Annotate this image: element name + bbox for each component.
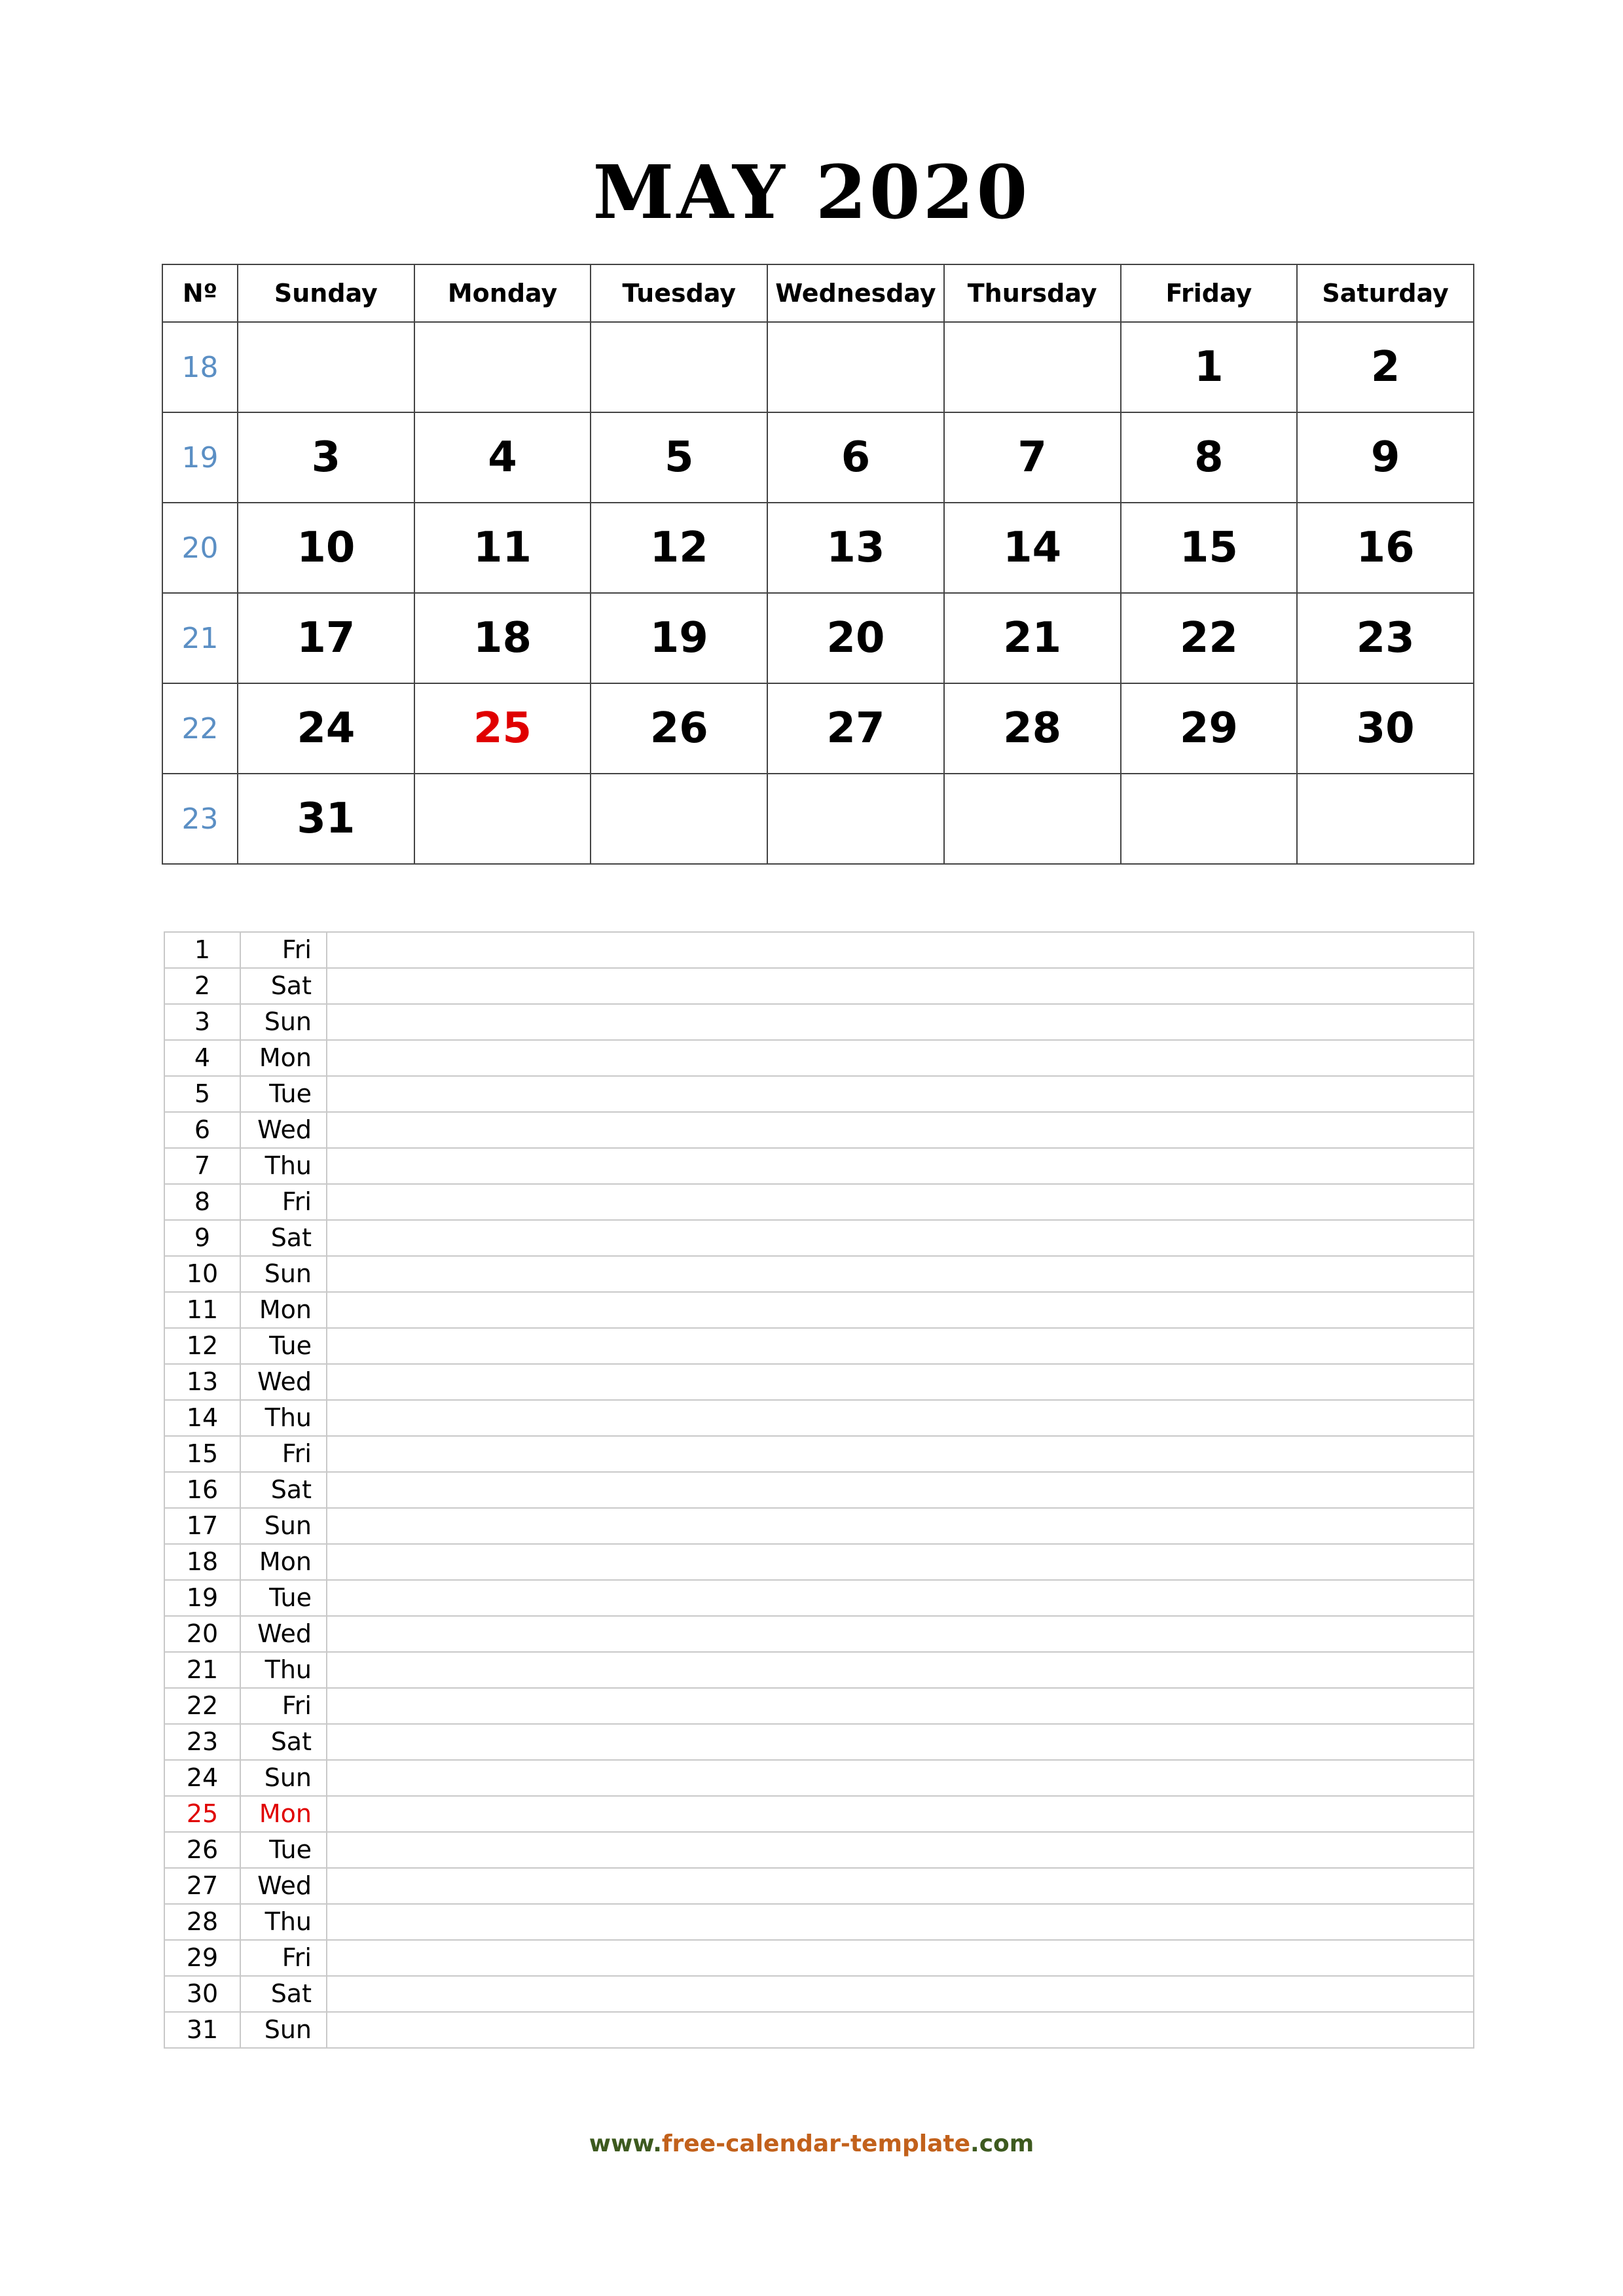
day-cell: 18 [414,593,591,683]
list-day-number: 25 [164,1796,240,1832]
list-day-number: 5 [164,1076,240,1112]
day-cell: 27 [767,683,944,774]
list-note-area [327,1292,1474,1328]
list-item [164,1364,1474,1400]
list-item [164,1616,1474,1652]
day-cell [1121,774,1298,864]
list-item [164,1112,1474,1148]
weekday-header: Sunday [238,264,414,322]
list-note-area [327,1940,1474,1976]
list-day-name: Sun [240,1256,327,1292]
list-day-name: Fri [240,1940,327,1976]
day-cell: 28 [944,683,1121,774]
day-cell: 15 [1121,503,1298,593]
list-note-area [327,1976,1474,2012]
footer-url [0,2130,1623,2157]
list-item [164,1940,1474,1976]
day-cell: 12 [591,503,767,593]
footer-url-suffix: .com [970,2130,1034,2157]
list-note-area [327,1832,1474,1868]
list-item [164,1004,1474,1040]
day-cell: 20 [767,593,944,683]
day-cell [767,774,944,864]
day-cell: 30 [1297,683,1474,774]
list-day-number: 20 [164,1616,240,1652]
list-note-area [327,968,1474,1004]
list-note-area [327,1400,1474,1436]
list-day-name: Mon [240,1292,327,1328]
list-note-area [327,1076,1474,1112]
list-day-name: Tue [240,1832,327,1868]
list-note-area [327,1580,1474,1616]
list-item [164,1292,1474,1328]
list-day-number: 3 [164,1004,240,1040]
list-day-number: 13 [164,1364,240,1400]
day-cell: 8 [1121,412,1298,503]
day-cell: 17 [238,593,414,683]
day-cell: 14 [944,503,1121,593]
weekday-header: Thursday [944,264,1121,322]
footer-url-prefix: www. [589,2130,662,2157]
week-row [162,593,1474,683]
day-cell: 3 [238,412,414,503]
list-day-number: 16 [164,1472,240,1508]
list-day-name: Wed [240,1616,327,1652]
day-cell: 25 [414,683,591,774]
weekday-header: Tuesday [591,264,767,322]
day-cell: 6 [767,412,944,503]
list-item [164,1220,1474,1256]
day-cell: 16 [1297,503,1474,593]
list-day-name: Tue [240,1580,327,1616]
week-row [162,322,1474,412]
day-cell: 4 [414,412,591,503]
list-item [164,1148,1474,1184]
list-note-area [327,1724,1474,1760]
week-number: 22 [162,683,238,774]
day-cell [944,774,1121,864]
list-day-number: 21 [164,1652,240,1688]
day-cell: 22 [1121,593,1298,683]
list-note-area [327,1436,1474,1472]
day-cell [238,322,414,412]
week-number: 18 [162,322,238,412]
day-cell: 26 [591,683,767,774]
list-day-number: 18 [164,1544,240,1580]
list-item [164,1580,1474,1616]
list-day-number: 24 [164,1760,240,1796]
list-day-name: Wed [240,1364,327,1400]
day-cell: 23 [1297,593,1474,683]
list-day-number: 19 [164,1580,240,1616]
list-day-number: 12 [164,1328,240,1364]
list-note-area [327,1796,1474,1832]
list-note-area [327,1220,1474,1256]
list-day-number: 26 [164,1832,240,1868]
list-note-area [327,1328,1474,1364]
list-item [164,1832,1474,1868]
list-item [164,2012,1474,2048]
list-note-area [327,1112,1474,1148]
week-number: 21 [162,593,238,683]
day-cell [591,322,767,412]
list-note-area [327,2012,1474,2048]
list-item [164,932,1474,968]
list-note-area [327,1760,1474,1796]
list-day-name: Mon [240,1544,327,1580]
list-item [164,1904,1474,1940]
day-cell [1297,774,1474,864]
list-note-area [327,1652,1474,1688]
list-note-area [327,1256,1474,1292]
list-day-number: 10 [164,1256,240,1292]
list-note-area [327,1184,1474,1220]
list-item [164,1976,1474,2012]
list-day-name: Thu [240,1904,327,1940]
week-number-header: Nº [162,264,238,322]
list-day-name: Sat [240,968,327,1004]
week-number: 20 [162,503,238,593]
list-item [164,1184,1474,1220]
page-title: MAY 2020 [593,150,1030,236]
list-day-name: Thu [240,1652,327,1688]
week-number: 23 [162,774,238,864]
list-note-area [327,1904,1474,1940]
week-row [162,412,1474,503]
list-item [164,1796,1474,1832]
list-item [164,968,1474,1004]
daily-notes-list [164,931,1474,2049]
day-cell [591,774,767,864]
list-day-name: Wed [240,1112,327,1148]
list-note-area [327,932,1474,968]
list-day-name: Fri [240,1436,327,1472]
weekday-header: Saturday [1297,264,1474,322]
weekday-header: Monday [414,264,591,322]
list-day-name: Sat [240,1220,327,1256]
day-cell: 11 [414,503,591,593]
list-day-name: Wed [240,1868,327,1904]
list-note-area [327,1868,1474,1904]
list-day-name: Thu [240,1400,327,1436]
day-cell [944,322,1121,412]
list-day-name: Mon [240,1796,327,1832]
list-item [164,1076,1474,1112]
list-day-number: 4 [164,1040,240,1076]
day-cell: 31 [238,774,414,864]
list-day-number: 28 [164,1904,240,1940]
list-day-number: 30 [164,1976,240,2012]
list-note-area [327,1472,1474,1508]
list-note-area [327,1688,1474,1724]
day-cell: 5 [591,412,767,503]
list-day-name: Mon [240,1040,327,1076]
list-day-number: 6 [164,1112,240,1148]
list-item [164,1256,1474,1292]
list-day-number: 27 [164,1868,240,1904]
list-day-number: 29 [164,1940,240,1976]
week-row [162,774,1474,864]
list-item [164,1760,1474,1796]
list-day-number: 31 [164,2012,240,2048]
list-day-number: 9 [164,1220,240,1256]
list-day-name: Tue [240,1328,327,1364]
list-day-number: 7 [164,1148,240,1184]
day-cell [414,774,591,864]
list-note-area [327,1004,1474,1040]
day-cell: 2 [1297,322,1474,412]
list-day-name: Fri [240,1688,327,1724]
list-day-name: Sun [240,1004,327,1040]
list-day-name: Sun [240,1760,327,1796]
month-grid [162,264,1474,865]
day-cell [767,322,944,412]
list-day-name: Tue [240,1076,327,1112]
list-item [164,1040,1474,1076]
list-day-number: 11 [164,1292,240,1328]
list-item [164,1724,1474,1760]
list-item [164,1868,1474,1904]
list-note-area [327,1616,1474,1652]
list-day-name: Sat [240,1724,327,1760]
list-day-number: 8 [164,1184,240,1220]
list-day-name: Sun [240,1508,327,1544]
day-cell: 21 [944,593,1121,683]
list-item [164,1688,1474,1724]
list-day-number: 14 [164,1400,240,1436]
list-day-name: Sun [240,2012,327,2048]
day-cell: 1 [1121,322,1298,412]
list-day-number: 23 [164,1724,240,1760]
day-cell [414,322,591,412]
list-note-area [327,1364,1474,1400]
list-item [164,1400,1474,1436]
day-cell: 7 [944,412,1121,503]
list-note-area [327,1508,1474,1544]
day-cell: 19 [591,593,767,683]
list-day-number: 2 [164,968,240,1004]
day-cell: 24 [238,683,414,774]
list-item [164,1436,1474,1472]
list-day-name: Sat [240,1976,327,2012]
list-note-area [327,1148,1474,1184]
list-note-area [327,1040,1474,1076]
list-item [164,1328,1474,1364]
week-row [162,503,1474,593]
weekday-header: Friday [1121,264,1298,322]
week-number: 19 [162,412,238,503]
list-item [164,1508,1474,1544]
day-cell: 9 [1297,412,1474,503]
day-cell: 10 [238,503,414,593]
list-item [164,1472,1474,1508]
list-day-number: 1 [164,932,240,968]
day-cell: 13 [767,503,944,593]
footer-url-site: free-calendar-template [661,2130,971,2157]
list-day-name: Fri [240,1184,327,1220]
day-cell: 29 [1121,683,1298,774]
list-day-number: 22 [164,1688,240,1724]
list-item [164,1652,1474,1688]
weekday-header: Wednesday [767,264,944,322]
list-day-name: Thu [240,1148,327,1184]
list-day-number: 15 [164,1436,240,1472]
list-day-number: 17 [164,1508,240,1544]
list-note-area [327,1544,1474,1580]
list-day-name: Fri [240,932,327,968]
week-row [162,683,1474,774]
list-item [164,1544,1474,1580]
weekday-header-row [162,264,1474,322]
list-day-name: Sat [240,1472,327,1508]
